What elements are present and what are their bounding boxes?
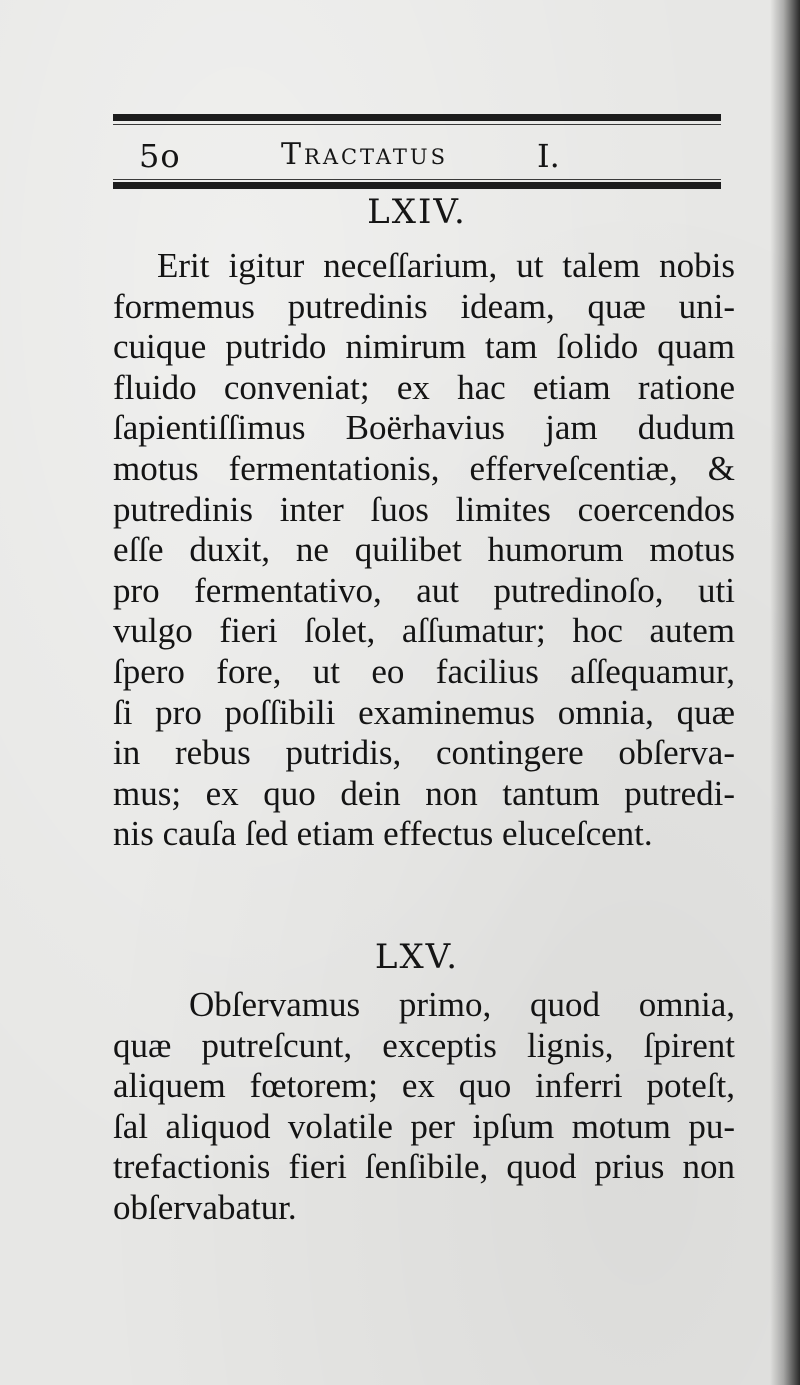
text-line: ſapientiſſimus Boërhavius jam dudum bbox=[113, 408, 735, 448]
header-rule-bottom bbox=[113, 182, 721, 189]
section-heading-lxv: LXV. bbox=[374, 937, 460, 977]
text-line: ſi pro poſſibili examinemus omnia, quæ bbox=[113, 692, 735, 732]
text-line: eſſe duxit, ne quilibet humorum motus bbox=[113, 530, 735, 570]
text-line: pro fermentativo, aut putredinoſo, uti bbox=[113, 570, 735, 610]
text-line: mus; ex quo dein non tantum putredi- bbox=[113, 773, 735, 813]
text-line: motus fermentationis, efferveſcentiæ, & bbox=[113, 448, 735, 488]
text-line: nis cauſa ſed etiam effectus eluceſcent. bbox=[113, 814, 653, 854]
text-line: fluido conveniat; ex hac etiam ratione bbox=[113, 367, 735, 407]
running-head bbox=[113, 127, 721, 177]
text-line: trefactionis fieri ſenſibile, quod prius non bbox=[113, 1147, 735, 1187]
text-line: obſervabatur. bbox=[113, 1187, 297, 1227]
page-number: 5o bbox=[139, 137, 181, 175]
text-line: ſpero fore, ut eo facilius aſſequamur, bbox=[113, 651, 735, 691]
text-line: Obſervamus primo, quod omnia, bbox=[189, 985, 735, 1024]
running-volume: I. bbox=[537, 137, 560, 175]
header-rule-top-thin bbox=[113, 124, 721, 125]
header-rule-bottom-thin bbox=[113, 179, 721, 180]
text-line: putredinis inter ſuos limites coercendos bbox=[113, 489, 735, 529]
text-line: ſal aliquod volatile per ipſum motum pu- bbox=[113, 1106, 735, 1146]
header-rule-top bbox=[113, 114, 721, 121]
text-line: cuique putrido nimirum tam ſolido quam bbox=[113, 327, 735, 367]
section-paragraph-lxv bbox=[113, 985, 735, 1229]
text-line: formemus putredinis ideam, quæ uni- bbox=[113, 286, 735, 326]
text-line: vulgo fieri ſolet, aſſumatur; hoc autem bbox=[113, 611, 735, 651]
text-line: in rebus putridis, contingere obſerva- bbox=[113, 733, 735, 773]
section-heading-lxiv: LXIV. bbox=[367, 192, 467, 232]
page-edge-shadow bbox=[770, 0, 800, 1385]
text-line: aliquem fœtorem; ex quo inferri poteſt, bbox=[113, 1066, 735, 1106]
text-line: quæ putreſcunt, exceptis lignis, ſpirent bbox=[113, 1025, 735, 1065]
running-title: Tractatus bbox=[281, 137, 449, 172]
section-paragraph-lxiv bbox=[113, 246, 735, 855]
text-line: Erit igitur neceſſarium, ut talem nobis bbox=[157, 246, 735, 285]
